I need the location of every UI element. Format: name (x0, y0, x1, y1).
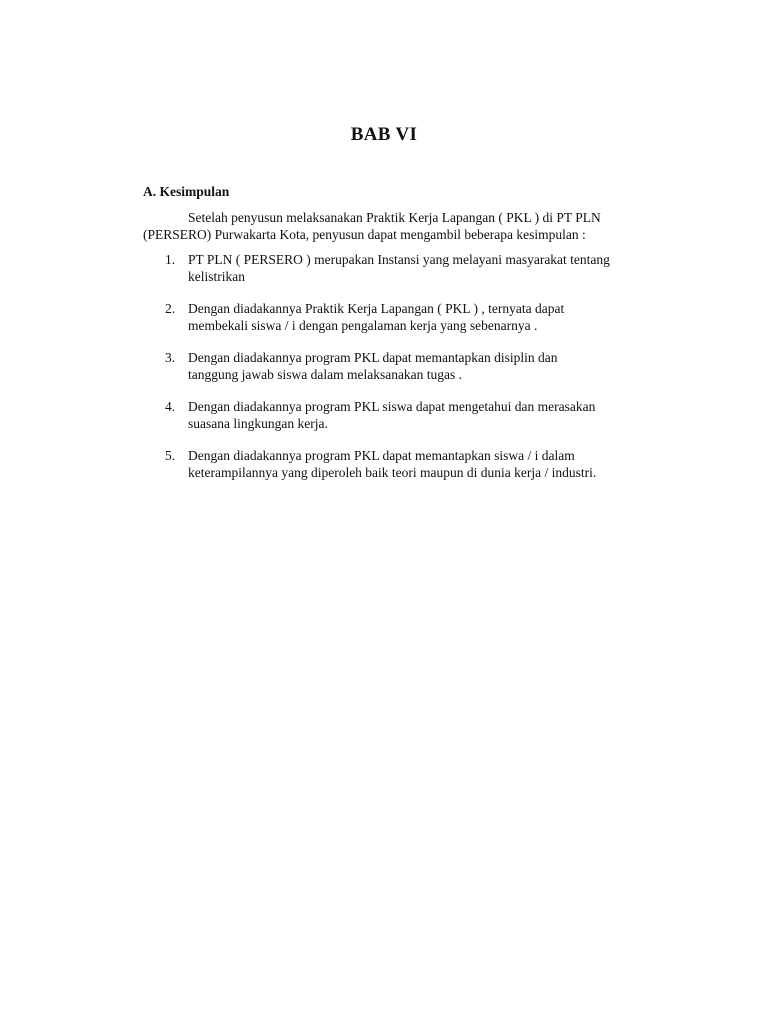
list-item (143, 349, 683, 383)
list-item (143, 447, 683, 481)
list-item (143, 398, 683, 432)
list-item-text: Dengan diadakannya Praktik Kerja Lapangan ( PKL ) , ternyata dapat membekali siswa / i dengan pengalaman kerja yang sebenarnya . (188, 301, 565, 333)
list-item-text: Dengan diadakannya program PKL dapat memantapkan siswa / i dalam keterampilannya yang diperoleh baik teori maupun di dunia kerja / industri. (188, 448, 597, 480)
list-item-number: 1. (165, 252, 176, 267)
list-item-text: Dengan diadakannya program PKL dapat memantapkan disiplin dan tanggung jawab siswa dalam melaksanakan tugas . (188, 350, 558, 382)
list-item (143, 300, 683, 334)
intro-paragraph (143, 209, 683, 243)
list-item-number: 5. (165, 448, 176, 463)
intro-line-1: Setelah penyusun melaksanakan Praktik Kerja Lapangan ( PKL ) di PT PLN (188, 210, 601, 225)
list-item (143, 251, 683, 285)
list-item-number: 4. (165, 399, 176, 414)
section-heading: A. Kesimpulan (143, 184, 230, 199)
intro-line-2: (PERSERO) Purwakarta Kota, penyusun dapat mengambil beberapa kesimpulan : (143, 227, 586, 242)
chapter-title: BAB VI (350, 124, 418, 145)
list-item-text: PT PLN ( PERSERO ) merupakan Instansi yang melayani masyarakat tentang kelistrikan (188, 252, 610, 284)
list-item-number: 2. (165, 301, 176, 316)
list-item-text: Dengan diadakannya program PKL siswa dapat mengetahui dan merasakan suasana lingkungan kerja. (188, 399, 596, 431)
list-item-number: 3. (165, 350, 176, 365)
conclusion-list (143, 251, 683, 496)
